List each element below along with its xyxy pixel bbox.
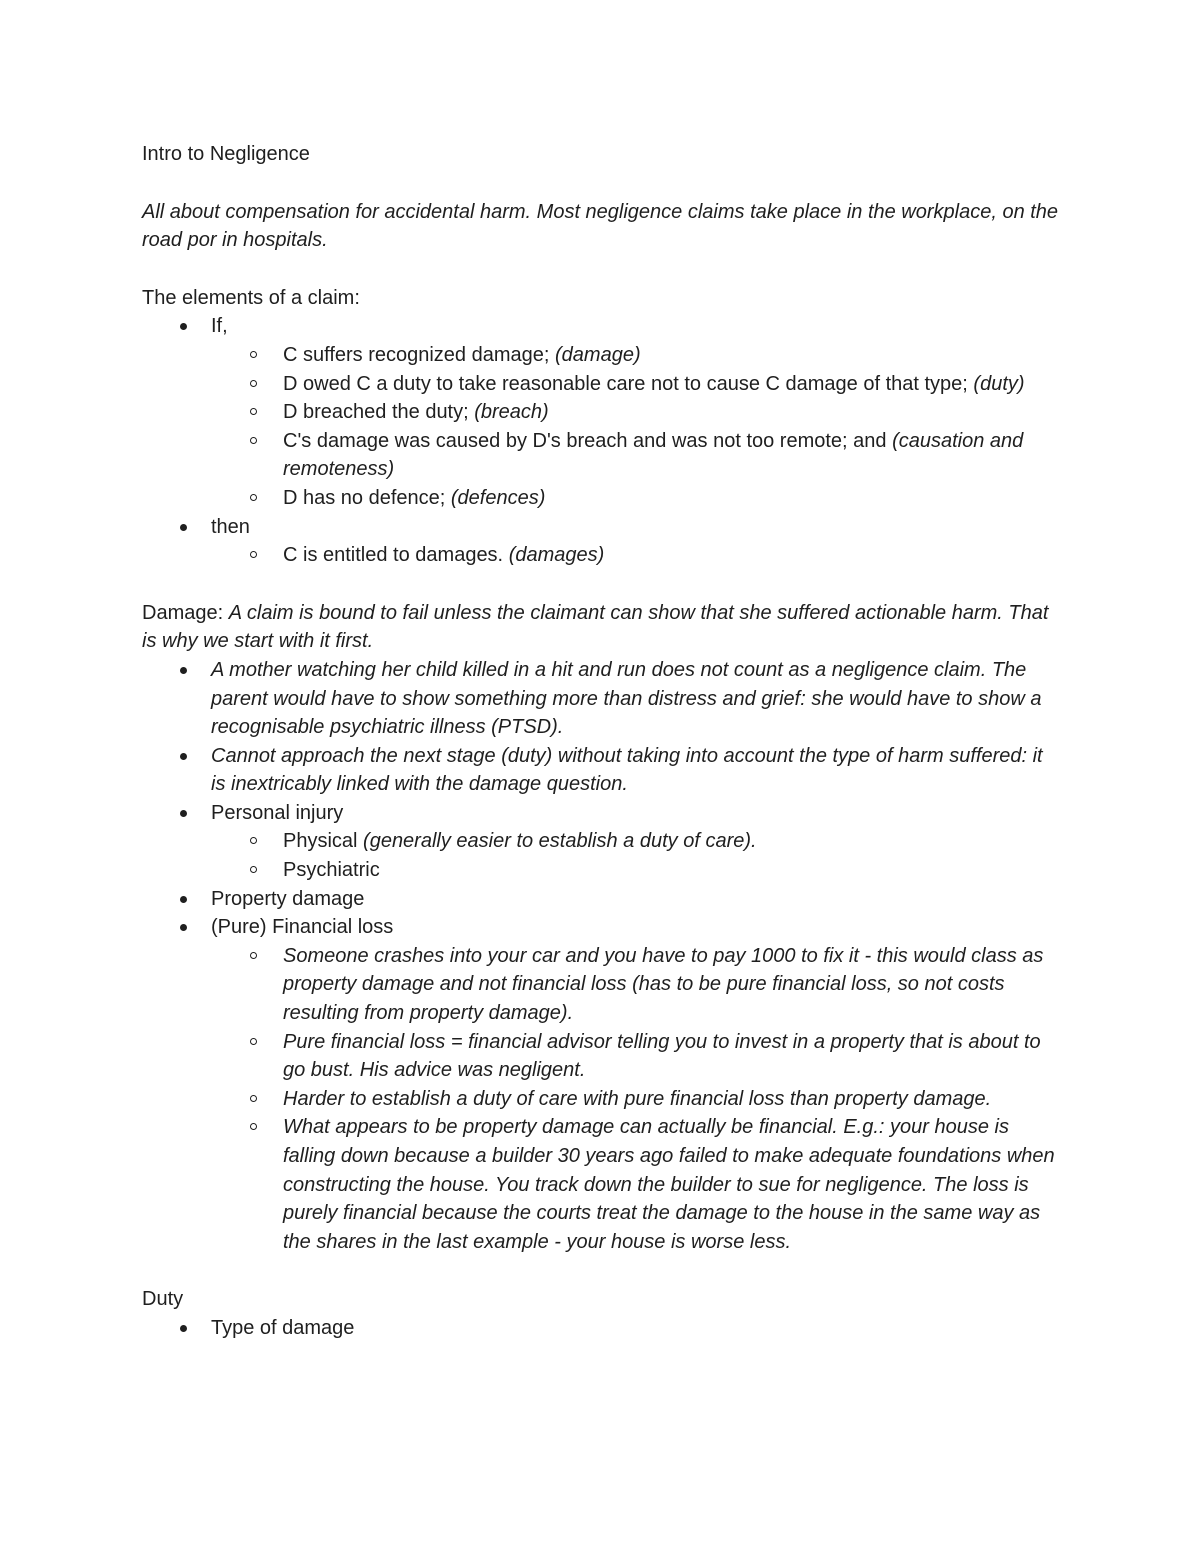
list-item (142, 827, 1062, 856)
condition-tag: (damage) (555, 343, 641, 366)
elements-list (142, 312, 1062, 569)
damage-paragraph (142, 599, 1062, 656)
duty-list (142, 1314, 1062, 1343)
spacer (142, 570, 1062, 599)
list-item: A mother watching her child killed in a hit and run does not count as a negligence claim. The parent would have to show something more than distress and grief: she would have to show a recognisable psychiatric illness (PTSD). (142, 656, 1062, 742)
list-item (142, 484, 1062, 513)
list-item (142, 312, 1062, 341)
damage-label: Damage: (142, 601, 229, 624)
result-text: C is entitled to damages. (283, 544, 509, 567)
list-item: Cannot approach the next stage (duty) without taking into account the type of harm suffered: it is inextricably linked with the damage question. (142, 742, 1062, 799)
then-label: then (211, 515, 250, 538)
damage-list (142, 656, 1062, 1256)
condition-tag: (breach) (474, 401, 549, 424)
condition-text: D owed C a duty to take reasonable care not to cause C damage of that type; (283, 372, 974, 395)
list-item: Someone crashes into your car and you have to pay 1000 to fix it - this would class as property damage and not financial loss (has to be pure financial loss, so not costs resulting from property damage). (142, 942, 1062, 1028)
list-item: Harder to establish a duty of care with pure financial loss than property damage. (142, 1085, 1062, 1114)
list-item (142, 427, 1062, 484)
list-item (142, 541, 1062, 570)
spacer (142, 255, 1062, 284)
list-item: Type of damage (142, 1314, 1062, 1343)
if-label: If, (211, 315, 228, 338)
spacer (142, 1256, 1062, 1285)
physical-label: Physical (283, 830, 364, 853)
condition-tag: (duty) (973, 372, 1025, 395)
list-item: Pure financial loss = financial advisor telling you to invest in a property that is about to go bust. His advice was negligent. (142, 1028, 1062, 1085)
list-item (142, 513, 1062, 542)
intro-paragraph: All about compensation for accidental harm. Most negligence claims take place in the workplace, on the road por in hospitals. (142, 200, 1059, 252)
list-item (142, 398, 1062, 427)
duty-heading: Duty (142, 1288, 184, 1311)
condition-text: D breached the duty; (283, 401, 475, 424)
condition-text: D has no defence; (283, 486, 451, 509)
condition-tag: (defences) (450, 486, 546, 509)
list-item: Property damage (142, 885, 1062, 914)
list-item: Personal injury (142, 799, 1062, 828)
list-item (142, 370, 1062, 399)
result-tag: (damages) (508, 544, 605, 567)
condition-text: C's damage was caused by D's breach and was not too remote; and (283, 429, 893, 452)
condition-text: C suffers recognized damage; (283, 343, 556, 366)
list-item: What appears to be property damage can actually be financial. E.g.: your house is falling down because a builder 30 years ago failed to make adequate foundations when constructing the house. You track down the builder to sue for negligence. The loss is purely financial because the courts treat the damage to the house in the same way as the shares in the last example - your house is worse less. (142, 1113, 1062, 1256)
list-item (142, 341, 1062, 370)
list-item: (Pure) Financial loss (142, 913, 1062, 942)
condition-tag: (causation and remoteness) (283, 429, 1024, 481)
physical-note: (generally easier to establish a duty of care). (363, 830, 757, 853)
elements-heading: The elements of a claim: (142, 286, 360, 309)
spacer (142, 169, 1062, 198)
document-page (142, 140, 1062, 1343)
damage-intro: A claim is bound to fail unless the claimant can show that she suffered actionable harm. That is why we start with it first. (142, 601, 1049, 653)
list-item: Psychiatric (142, 856, 1062, 885)
document-title: Intro to Negligence (142, 143, 310, 165)
